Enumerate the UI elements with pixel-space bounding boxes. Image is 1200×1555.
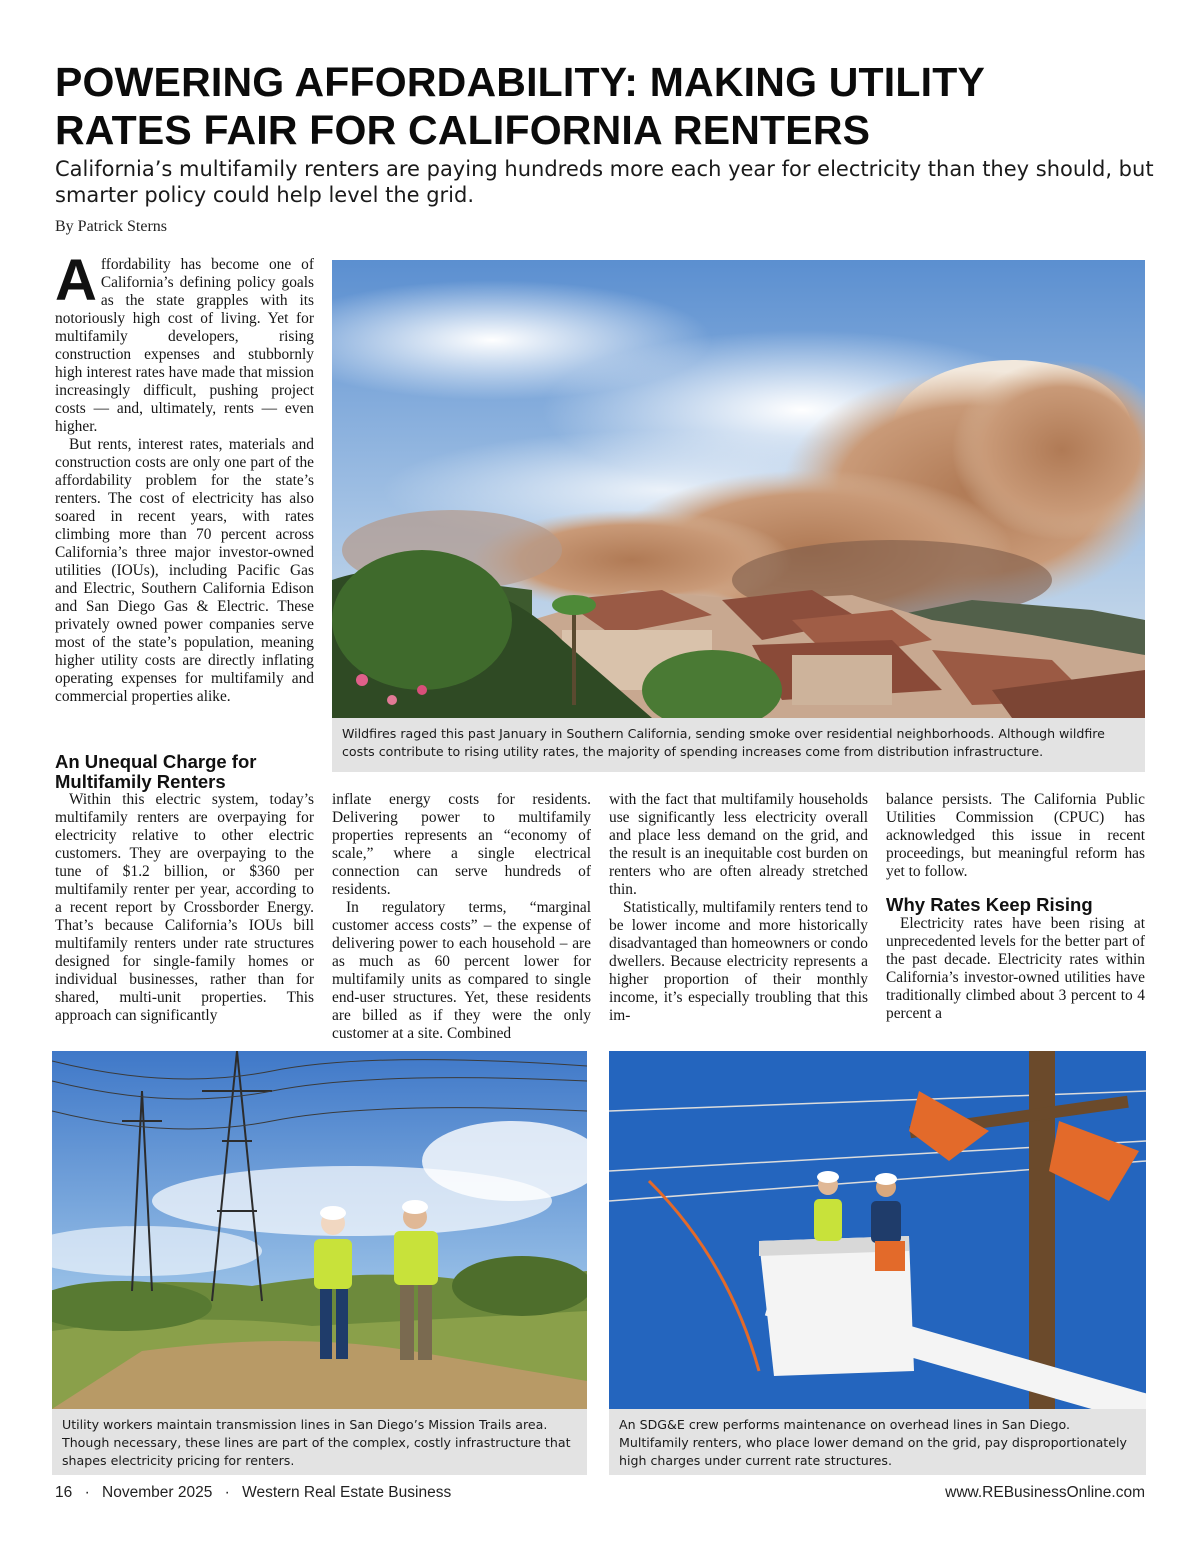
issue-date: November 2025 bbox=[102, 1484, 213, 1501]
paragraph-7: Statistically, multifamily renters tend to be lower income and more historically disadvantaged than homeowners or condo dwellers. Because electricity represents a higher proportion of their monthly income, it’s especially troubling that this im- bbox=[609, 899, 869, 1024]
wildfire-caption: Wildfires raged this past January in Southern California, sending smoke over residential neighborhoods. Although wildfire costs contribute to rising utility rates, the majority of spending increases come from distribution infrastructure. bbox=[332, 718, 1145, 772]
wildfire-image bbox=[332, 260, 1145, 718]
transmission-caption: Utility workers maintain transmission lines in San Diego’s Mission Trails area. Though necessary, these lines are part of the complex, costly infrastructure that shapes electricity pricing for renters. bbox=[52, 1409, 587, 1475]
article-headline bbox=[55, 58, 1145, 154]
section-heading-why-rates: Why Rates Keep Rising bbox=[886, 894, 1093, 915]
paragraph-6: with the fact that multifamily households use significantly less electricity overall and place less demand on the grid, and the result is an inequitable cost burden on renters who are often already stretched thin. bbox=[609, 791, 868, 898]
footer-separator-1: · bbox=[84, 1484, 90, 1501]
article-subtitle: California’s multifamily renters are paying hundreds more each year for electricity than they should, but smarter policy could help level the grid. bbox=[55, 157, 1154, 207]
paragraph-1-text: ffordability has become one of California’s defining policy goals as the state grapples with its notoriously high cost of living. Yet for multifamily developers, rising construction expenses and stubbornly high interest rates have made that mission increasingly difficult, pushing project costs — and, ultimately, rents — even higher. bbox=[55, 256, 314, 435]
headline-line-2: RATES FAIR FOR CALIFORNIA RENTERS bbox=[55, 107, 871, 153]
crew-photo bbox=[609, 1051, 1146, 1409]
paragraph-4: inflate energy costs for residents. Delivering power to multifamily properties represents an “economy of scale,” where a single electrical connection can serve hundreds of residents. bbox=[332, 791, 591, 898]
body-column-3 bbox=[609, 791, 868, 1025]
footer-left bbox=[55, 1484, 451, 1502]
paragraph-8: balance persists. The California Public Utilities Commission (CPUC) has acknowledged this issue in recent proceedings, but meaningful reform has yet to follow. bbox=[886, 791, 1145, 880]
body-column-4 bbox=[886, 791, 1145, 1023]
paragraph-2: But rents, interest rates, materials and construction costs are only one part of the affordability problem for the state’s renters. The cost of electricity has also soared in recent years, with rates climbing more than 70 percent across California’s three major investor-owned utilities (IOUs), including Pacific Gas and Electric, Southern California Edison and San Diego Gas & Electric. These privately owned power companies serve most of the state’s population, meaning higher utility costs are directly inflating operating expenses for multifamily and commercial properties alike. bbox=[55, 436, 314, 705]
body-column-1-top bbox=[55, 248, 314, 706]
byline: By Patrick Sterns bbox=[55, 218, 167, 235]
publication-name: Western Real Estate Business bbox=[242, 1484, 452, 1501]
headline-line-1: POWERING AFFORDABILITY: MAKING UTILITY bbox=[55, 59, 986, 105]
transmission-image bbox=[52, 1051, 587, 1409]
paragraph-5: In regulatory terms, “marginal customer access costs” – the expense of delivering power to each household – are as much as 60 percent lower for multifamily units as compared to single end-user structures. Yet, these residents are billed as if they were the only customer at a site. Combined bbox=[332, 899, 591, 1042]
wildfire-photo bbox=[332, 260, 1145, 718]
crew-caption: An SDG&E crew performs maintenance on overhead lines in San Diego. Multifamily renters, who place lower demand on the grid, pay disproportionately high charges under current rate structures. bbox=[609, 1409, 1146, 1475]
section-heading-unequal-charge: An Unequal Charge for Multifamily Renters bbox=[55, 751, 257, 792]
paragraph-intro bbox=[55, 248, 314, 436]
drop-cap: A bbox=[55, 248, 97, 313]
page-number: 16 bbox=[55, 1484, 73, 1501]
transmission-photo bbox=[52, 1051, 587, 1409]
body-column-2 bbox=[332, 791, 591, 1043]
paragraph-9: Electricity rates have been rising at unprecedented levels for the better part of the past decade. Electricity rates within California’s investor-owned utilities have traditionally climbed about 3 percent to 4 percent a bbox=[886, 915, 1145, 1022]
paragraph-3: Within this electric system, today’s multifamily renters are overpaying for electricity relative to other electric customers. They are overpaying to the tune of $1.2 billion, or $360 per multifamily renter per year, according to a recent report by Crossborder Energy. That’s because California’s IOUs bill multifamily renters under rate structures designed for single-family homes or individual businesses, rather than for shared, multi-unit properties. This approach can significantly bbox=[55, 791, 314, 1024]
website-link[interactable]: www.REBusinessOnline.com bbox=[945, 1484, 1145, 1501]
crew-image bbox=[609, 1051, 1146, 1409]
body-column-1-bottom bbox=[55, 791, 314, 1025]
footer-separator-2: · bbox=[224, 1484, 230, 1501]
